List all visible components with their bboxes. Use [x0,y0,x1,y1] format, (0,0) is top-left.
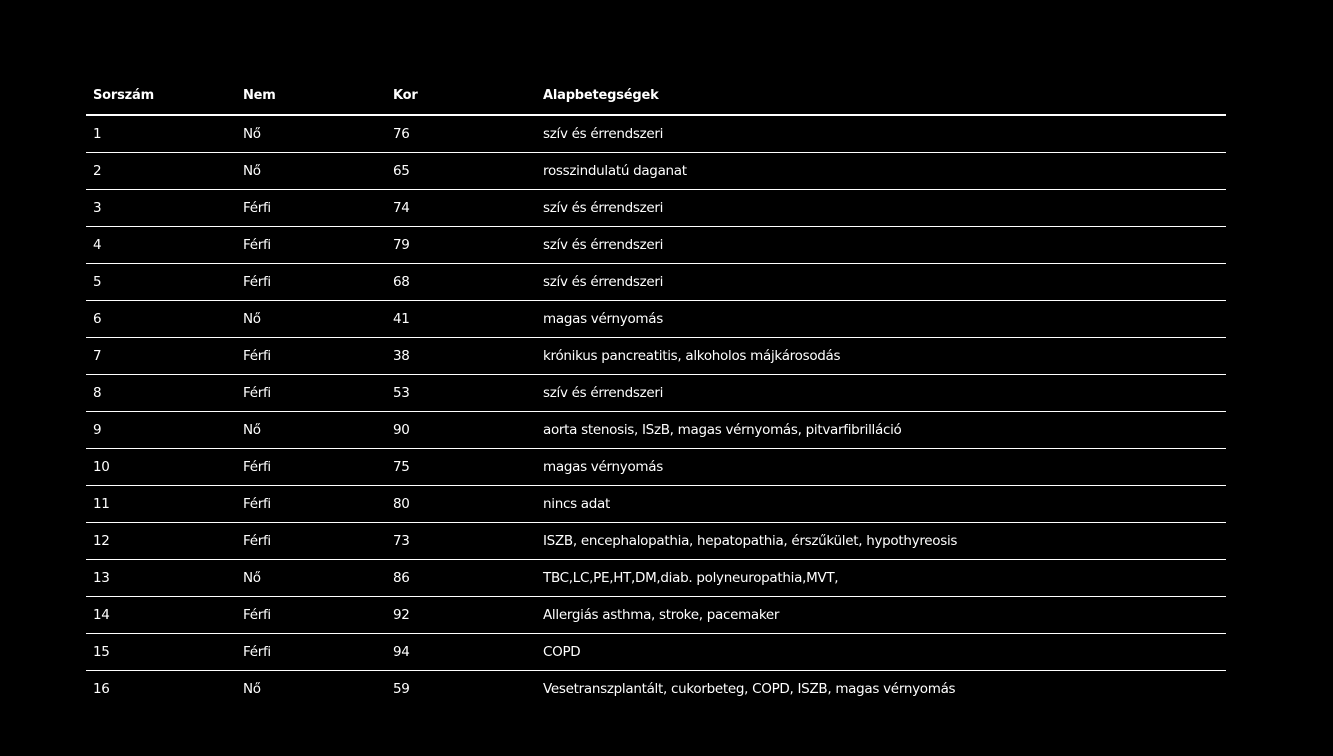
table-body [86,115,1226,707]
cell-sorszam: 16 [93,681,110,697]
cell-nem: Férfi [236,190,386,227]
table-row [86,264,1226,301]
cell-alapbetegsegek: magas vérnyomás [536,449,1226,486]
cell-kor: 86 [386,560,536,597]
cell-nem: Nő [236,560,386,597]
cell-nem: Férfi [236,523,386,560]
cell-kor: 75 [386,449,536,486]
cell-alapbetegsegek: rosszindulatú daganat [536,153,1226,190]
table-row [86,449,1226,486]
header-kor: Kor [386,77,536,115]
cell-kor: 79 [386,227,536,264]
cell-kor: 68 [386,264,536,301]
cell-nem: Nő [243,681,261,697]
cell-sorszam: 13 [86,560,236,597]
cell-kor: 94 [386,634,536,671]
cell-nem: Nő [236,153,386,190]
cell-kor: 38 [386,338,536,375]
cell-nem: Férfi [236,597,386,634]
cell-alapbetegsegek: COPD [536,634,1226,671]
cell-alapbetegsegek: Vesetranszplantált, cukorbeteg, COPD, ISZB, magas vérnyomás [543,681,956,697]
cell-alapbetegsegek: TBC,LC,PE,HT,DM,diab. polyneuropathia,MVT, [536,560,1226,597]
cell-kor: 53 [386,375,536,412]
table-row [86,597,1226,634]
cell-nem: Férfi [236,227,386,264]
table-row [86,375,1226,412]
cell-sorszam: 6 [86,301,236,338]
cell-nem: Férfi [236,449,386,486]
cell-kor: 76 [386,115,536,153]
table-row [86,338,1226,375]
table-row [86,115,1226,153]
cell-kor: 74 [386,190,536,227]
header-alapbetegsegek: Alapbetegségek [536,77,1226,115]
table-row [86,412,1226,449]
cell-nem: Nő [236,301,386,338]
header-row [86,77,1226,115]
cell-alapbetegsegek: szív és érrendszeri [536,375,1226,412]
cell-kor: 73 [386,523,536,560]
cell-sorszam: 4 [86,227,236,264]
header-nem: Nem [236,77,386,115]
table-header [86,77,1226,115]
cell-kor: 65 [386,153,536,190]
cell-sorszam: 5 [86,264,236,301]
table-row [86,227,1226,264]
patients-table [86,77,1226,707]
table-row [86,560,1226,597]
cell-kor: 80 [386,486,536,523]
cell-nem: Férfi [236,486,386,523]
cell-sorszam: 14 [86,597,236,634]
cell-alapbetegsegek: szív és érrendszeri [536,227,1226,264]
cell-alapbetegsegek: szív és érrendszeri [536,115,1226,153]
cell-sorszam: 10 [86,449,236,486]
cell-alapbetegsegek: nincs adat [536,486,1226,523]
cell-alapbetegsegek: magas vérnyomás [536,301,1226,338]
cell-alapbetegsegek: aorta stenosis, ISzB, magas vérnyomás, pitvarfibrilláció [536,412,1226,449]
cell-kor: 59 [393,681,410,697]
cell-sorszam: 8 [86,375,236,412]
cell-sorszam: 3 [86,190,236,227]
table-row [86,671,1226,708]
patients-table-container [86,77,1226,707]
cell-sorszam: 9 [86,412,236,449]
table-row [86,153,1226,190]
cell-nem: Férfi [236,375,386,412]
cell-sorszam: 2 [86,153,236,190]
cell-alapbetegsegek: krónikus pancreatitis, alkoholos májkárosodás [536,338,1226,375]
cell-kor: 90 [386,412,536,449]
cell-sorszam: 1 [86,115,236,153]
cell-nem: Férfi [236,338,386,375]
header-sorszam: Sorszám [86,77,236,115]
cell-alapbetegsegek: Allergiás asthma, stroke, pacemaker [536,597,1226,634]
cell-nem: Férfi [236,634,386,671]
cell-sorszam: 11 [86,486,236,523]
table-row [86,523,1226,560]
cell-alapbetegsegek: szív és érrendszeri [536,190,1226,227]
table-row [86,190,1226,227]
cell-alapbetegsegek: szív és érrendszeri [536,264,1226,301]
table-row [86,301,1226,338]
cell-nem: Nő [236,412,386,449]
cell-kor: 92 [386,597,536,634]
cell-nem: Nő [236,115,386,153]
cell-sorszam: 12 [86,523,236,560]
cell-alapbetegsegek: ISZB, encephalopathia, hepatopathia, érszűkület, hypothyreosis [536,523,1226,560]
cell-nem: Férfi [236,264,386,301]
table-row [86,486,1226,523]
cell-sorszam: 15 [86,634,236,671]
table-row [86,634,1226,671]
cell-kor: 41 [386,301,536,338]
cell-sorszam: 7 [86,338,236,375]
